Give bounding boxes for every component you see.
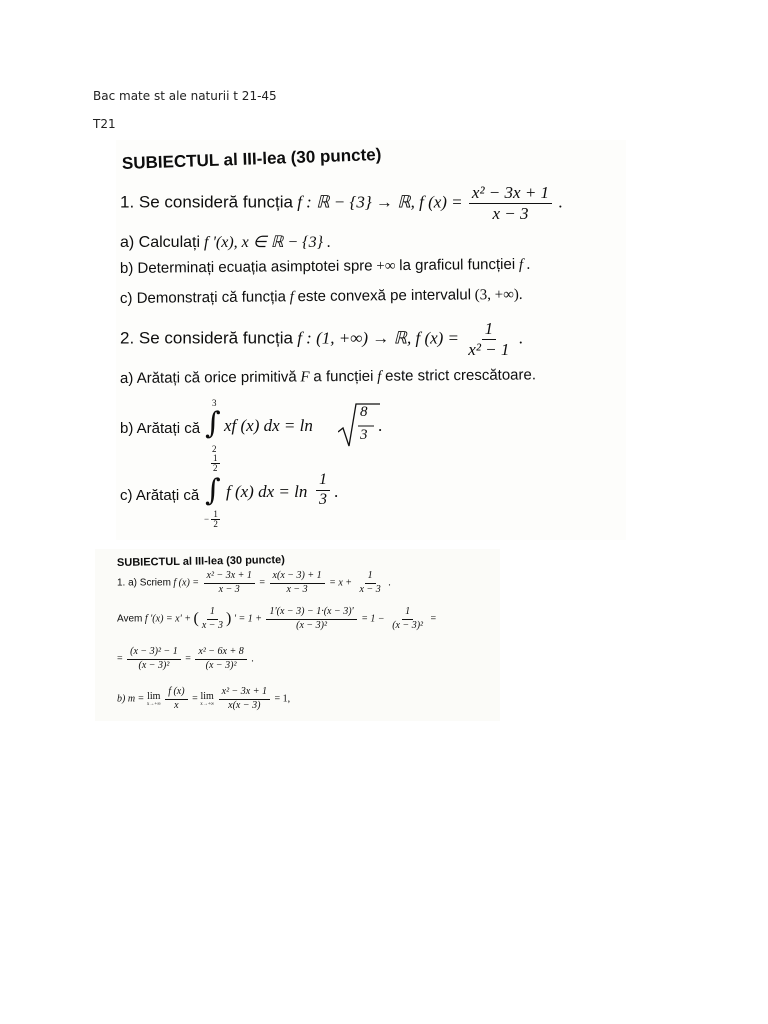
p2c-lower-num: 1 <box>213 509 218 519</box>
solution-line-1 <box>117 571 391 595</box>
p2b-end: . <box>378 416 383 435</box>
sol2-paren-num: 1 <box>207 607 218 620</box>
p2c-end: . <box>334 482 339 501</box>
sol4-g-den: x(x − 3) <box>228 699 261 711</box>
p2-fraction-den: x² − 1 <box>468 339 510 359</box>
p1a-math: f '(x), x ∈ ℝ − {3} . <box>204 234 331 251</box>
p2c-upper-limit <box>211 454 220 474</box>
p2-intro: 2. Se consideră funcția <box>120 328 293 348</box>
sol3-b: = <box>185 653 191 665</box>
p2c-lower-den: 2 <box>213 519 218 530</box>
solution-scan <box>95 549 500 721</box>
sol2-f-den: (x − 3)² <box>296 619 327 631</box>
sol1-f1-num: x² − 3x + 1 <box>204 571 255 584</box>
document-title: Bac mate st ale naturii t 21-45 <box>93 89 277 103</box>
p2c-ln-den: 3 <box>319 490 327 508</box>
p2a-mid: a funcției <box>313 367 374 386</box>
p1a-label: a) Calculați <box>120 234 201 251</box>
sol1-end: . <box>388 577 391 589</box>
sol1-f2-num: x(x − 3) + 1 <box>270 571 325 584</box>
problem-2a <box>120 366 536 388</box>
sol4-lim: lim <box>147 691 161 702</box>
sol2-end: = <box>430 613 437 625</box>
p1c-rest: este convexă pe intervalul <box>297 286 472 306</box>
p1b-rest: la graficul funcției <box>399 255 516 275</box>
solution-line-3 <box>117 647 254 671</box>
sol4-lim2: lim <box>200 691 214 702</box>
sol1-fx: f (x) = <box>173 577 200 589</box>
document-subtitle: T21 <box>93 117 116 131</box>
problem-1b <box>120 256 531 278</box>
sol1-label: 1. a) Scriem <box>117 577 171 589</box>
p2a-F: F <box>300 369 310 386</box>
problem-2-statement <box>120 320 523 359</box>
sol1-mid: = x + <box>329 577 353 589</box>
problem-1-statement <box>120 184 563 223</box>
problem-scan <box>116 140 626 540</box>
p2c-upper-num: 1 <box>213 453 218 463</box>
p2-end: . <box>518 328 523 348</box>
sol2-f-num: 1'(x − 3) − 1·(x − 3)' <box>266 607 356 620</box>
sol2-b: ' = 1 + <box>233 613 262 625</box>
sol3-end: . <box>251 653 254 665</box>
sol4-g-num: x² − 3x + 1 <box>219 687 270 700</box>
sol2-g-den: (x − 3)² <box>392 619 424 631</box>
p2c-ln-fraction <box>314 472 332 509</box>
sol2-paren-den: x − 3 <box>201 619 223 631</box>
p2b-lower-limit: 2 <box>212 444 217 454</box>
p1b-inf: +∞ <box>376 258 396 275</box>
sol3-a: = <box>117 653 123 665</box>
sol1-f2-den: x − 3 <box>286 583 308 595</box>
p2c-label: c) Arătați că <box>120 487 200 504</box>
p2c-ln-num: 1 <box>316 472 330 491</box>
p2a-f: f <box>377 368 382 385</box>
p1-domain: f : ℝ − {3} → ℝ, <box>297 192 415 212</box>
p1c-label: c) Demonstrați că funcția <box>119 288 286 307</box>
p1b-label: b) Determinați ecuația asimptotei spre <box>119 257 373 277</box>
sol3-g-den: (x − 3)² <box>205 659 237 671</box>
p1-fraction-num: x² − 3x + 1 <box>469 184 552 204</box>
solution-line-2: Avem f '(x) = x' + ( $\frac{1}{x - 3}$ ) ' = 1 + $\frac{1'(x - 3) - 1\cdot(x - 3)'}{\text{(x − 3)²}}$ = 1 − $\frac{1}{\text{(x − 3)²}}$ = <box>117 606 437 631</box>
p2b-root-den: 3 <box>360 427 368 443</box>
sol3-f-den: (x − 3)² <box>138 659 170 671</box>
p1c-interval: (3, +∞). <box>474 286 523 304</box>
p2b-integrand: xf (x) dx = ln <box>224 416 313 435</box>
p2c-lower-limit <box>204 510 220 530</box>
problem-1a <box>120 232 331 252</box>
p1-fraction-den: x − 3 <box>492 203 529 223</box>
sol1-f3-num: 1 <box>365 571 376 584</box>
p2-fraction-num: 1 <box>482 320 497 340</box>
p2c-upper-den: 2 <box>213 463 218 474</box>
p2-domain: f : (1, +∞) → ℝ, f (x) = <box>297 328 460 348</box>
sol2-g-num: 1 <box>402 607 413 620</box>
p1b-f: f . <box>518 256 531 273</box>
sol4-f-num: f (x) <box>165 687 187 700</box>
sol4-label: b) m = <box>117 693 145 705</box>
p2b-upper-limit: 3 <box>212 398 217 408</box>
p2c-integrand: f (x) dx = ln <box>226 482 308 501</box>
p2b-root-num: 8 <box>360 404 368 420</box>
problem-heading: SUBIECTUL al III-lea (30 puncte) <box>121 144 382 173</box>
sol3-f-num: (x − 3)² − 1 <box>127 647 181 660</box>
integral-sign-icon: ∫ <box>205 473 221 508</box>
p1-end: . <box>558 192 563 212</box>
p1-fraction <box>469 184 552 223</box>
sol2-c: = 1 − <box>361 613 385 625</box>
sol3-g-num: x² − 6x + 8 <box>195 647 246 660</box>
p2a-label: a) Arătați că orice primitivă <box>119 368 297 387</box>
integral-sign-icon: ∫ <box>205 406 221 441</box>
p1-fx: f (x) = <box>419 192 463 212</box>
sqrt-sign-icon <box>338 402 383 450</box>
sol4-sub: x→+∞ <box>146 702 161 707</box>
sol4-end: = 1, <box>274 693 291 705</box>
p2b-sqrt <box>338 402 383 455</box>
sol1-f3-den: x − 3 <box>359 583 381 595</box>
sol4-f-den: x <box>174 699 179 711</box>
sol1-f1-den: x − 3 <box>218 583 240 595</box>
sol1-eq: = <box>259 577 266 589</box>
p2b-label: b) Arătați că <box>120 420 201 437</box>
p1-intro: 1. Se consideră funcția <box>120 192 293 212</box>
p1c-f: f <box>289 289 294 306</box>
p2-fraction <box>465 320 512 359</box>
solution-line-4 <box>117 687 290 711</box>
solution-heading: SUBIECTUL al III-lea (30 puncte) <box>116 554 285 569</box>
p2c-lower-sign: − <box>204 514 210 524</box>
p2a-rest: este strict crescătoare. <box>385 366 537 385</box>
sol4-sub2: x→+∞ <box>200 702 215 707</box>
problem-1c <box>120 286 523 308</box>
sol2-label: Avem <box>117 613 143 625</box>
sol4-eq: = <box>192 693 198 705</box>
sol2-a: f '(x) = x' + <box>144 613 191 625</box>
